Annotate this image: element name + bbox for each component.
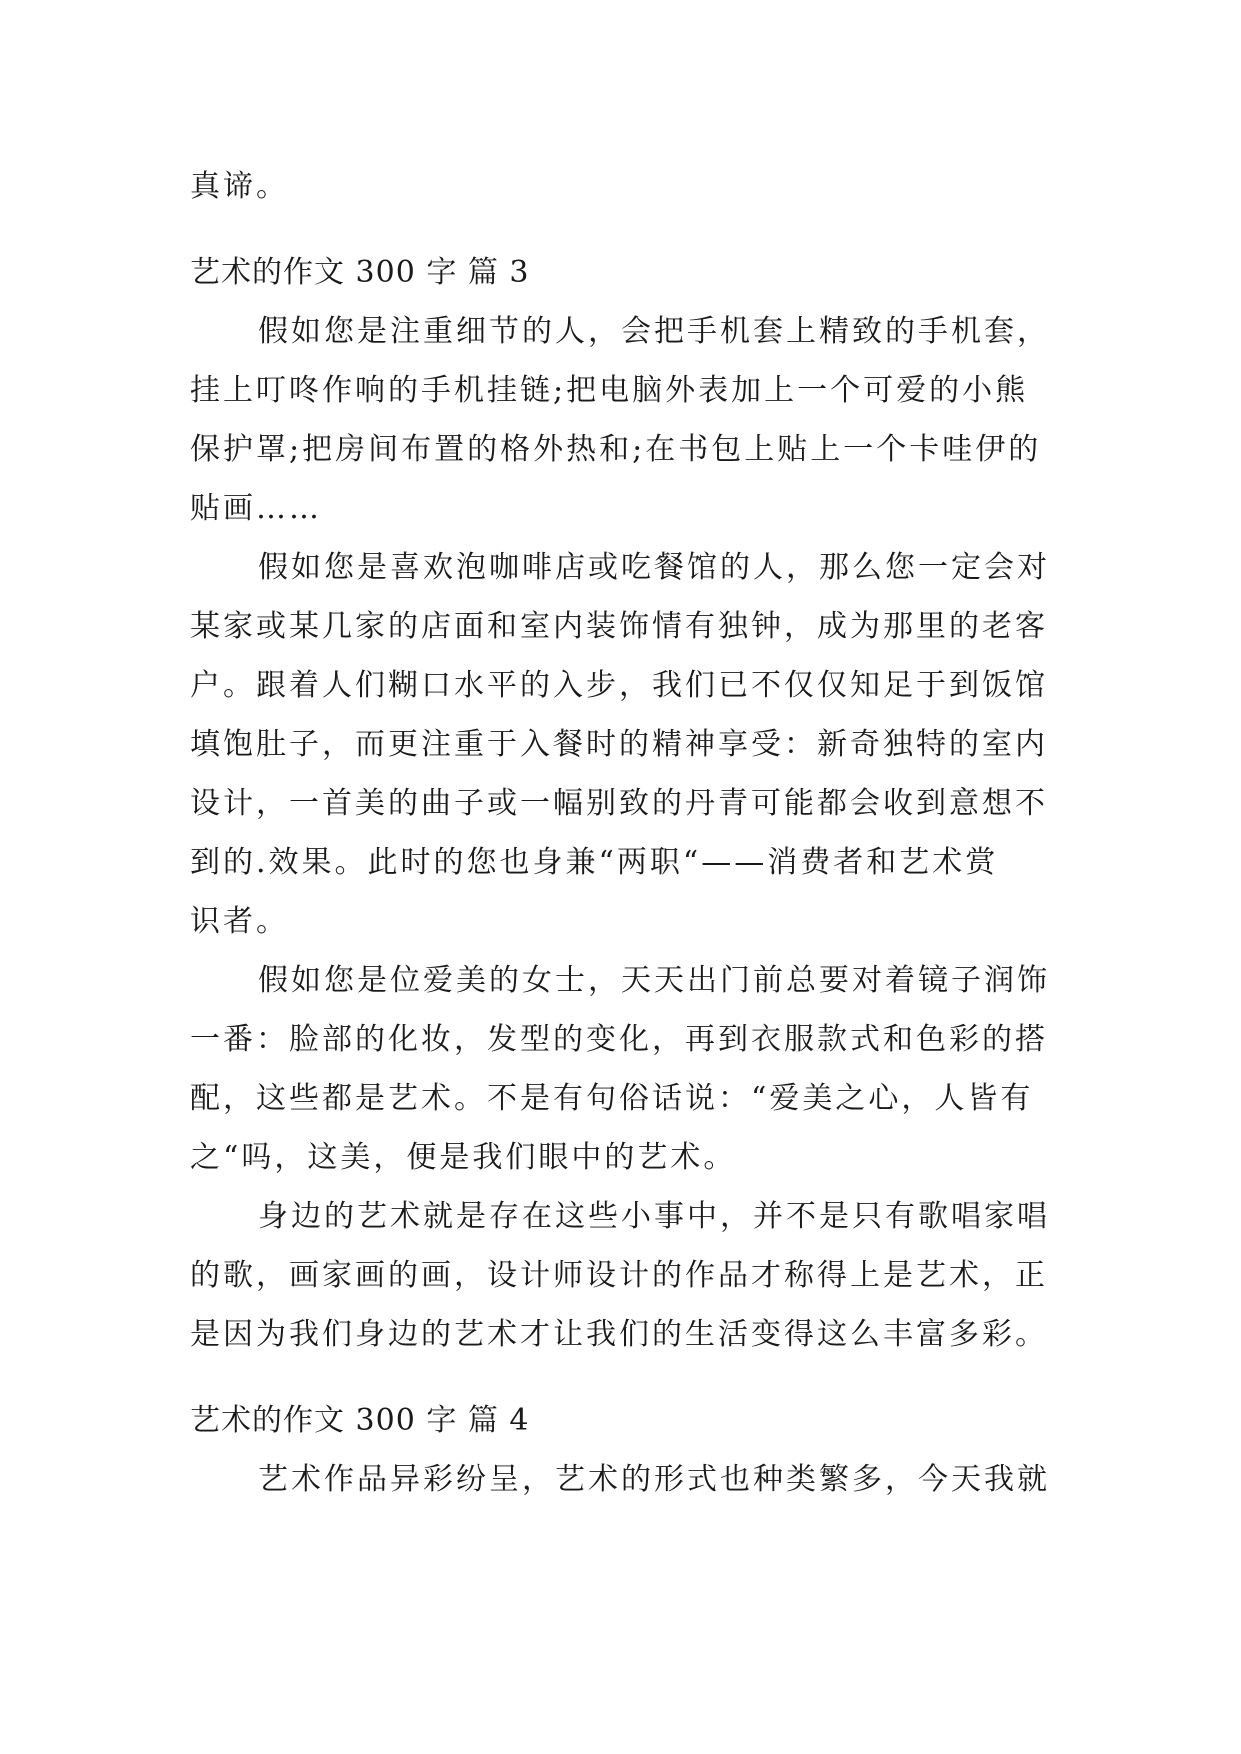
text-line: 假如您是注重细节的人，会把手机套上精致的手机套， (258, 314, 1050, 349)
text-line: 的歌，画家画的画，设计师设计的作品才称得上是艺术，正 (190, 1258, 1048, 1293)
text-line: 某家或某几家的店面和室内装饰情有独钟，成为那里的老客 (190, 609, 1048, 644)
text-line: 填饱肚子，而更注重于入餐时的精神享受：新奇独特的室内 (190, 727, 1048, 762)
text-line: 贴画…… (190, 491, 322, 526)
text-line: 保护罩;把房间布置的格外热和;在书包上贴上一个卡哇伊的 (190, 432, 1042, 467)
text-line: 设计，一首美的曲子或一幅别致的丹青可能都会收到意想不 (190, 786, 1048, 821)
paragraph (190, 1450, 1050, 1509)
text-line: 识者。 (190, 904, 289, 939)
text-line: 一番：脸部的化妆，发型的变化，再到衣服款式和色彩的搭 (190, 1022, 1048, 1057)
paragraph (190, 951, 1050, 1187)
section-heading: 艺术的作文 300 字 篇 3 (190, 255, 530, 290)
paragraph (190, 538, 1050, 951)
paragraph (190, 302, 1050, 538)
text-line: 到的.效果。此时的您也身兼“两职“——消费者和艺术赏 (190, 845, 999, 880)
text-line: 艺术作品异彩纷呈，艺术的形式也种类繁多，今天我就 (258, 1462, 1050, 1497)
section-heading: 艺术的作文 300 字 篇 4 (190, 1403, 530, 1438)
text-line: 之“吗，这美，便是我们眼中的艺术。 (190, 1140, 737, 1175)
text-line: 是因为我们身边的艺术才让我们的生活变得这么丰富多彩。 (190, 1317, 1048, 1352)
paragraph (190, 1187, 1050, 1364)
opening-fragment: 真谛。 (190, 169, 289, 204)
text-line: 配，这些都是艺术。不是有句俗话说：“爱美之心，人皆有 (190, 1081, 1034, 1116)
text-line: 挂上叮咚作响的手机挂链;把电脑外表加上一个可爱的小熊 (190, 373, 1029, 408)
document-body (190, 157, 1050, 1509)
text-line: 户。跟着人们糊口水平的入步，我们已不仅仅知足于到饭馆 (190, 668, 1048, 703)
text-line: 假如您是位爱美的女士，天天出门前总要对着镜子润饰 (258, 963, 1050, 998)
text-line: 身边的艺术就是存在这些小事中，并不是只有歌唱家唱 (258, 1199, 1050, 1234)
text-line: 假如您是喜欢泡咖啡店或吃餐馆的人，那么您一定会对 (258, 550, 1050, 585)
